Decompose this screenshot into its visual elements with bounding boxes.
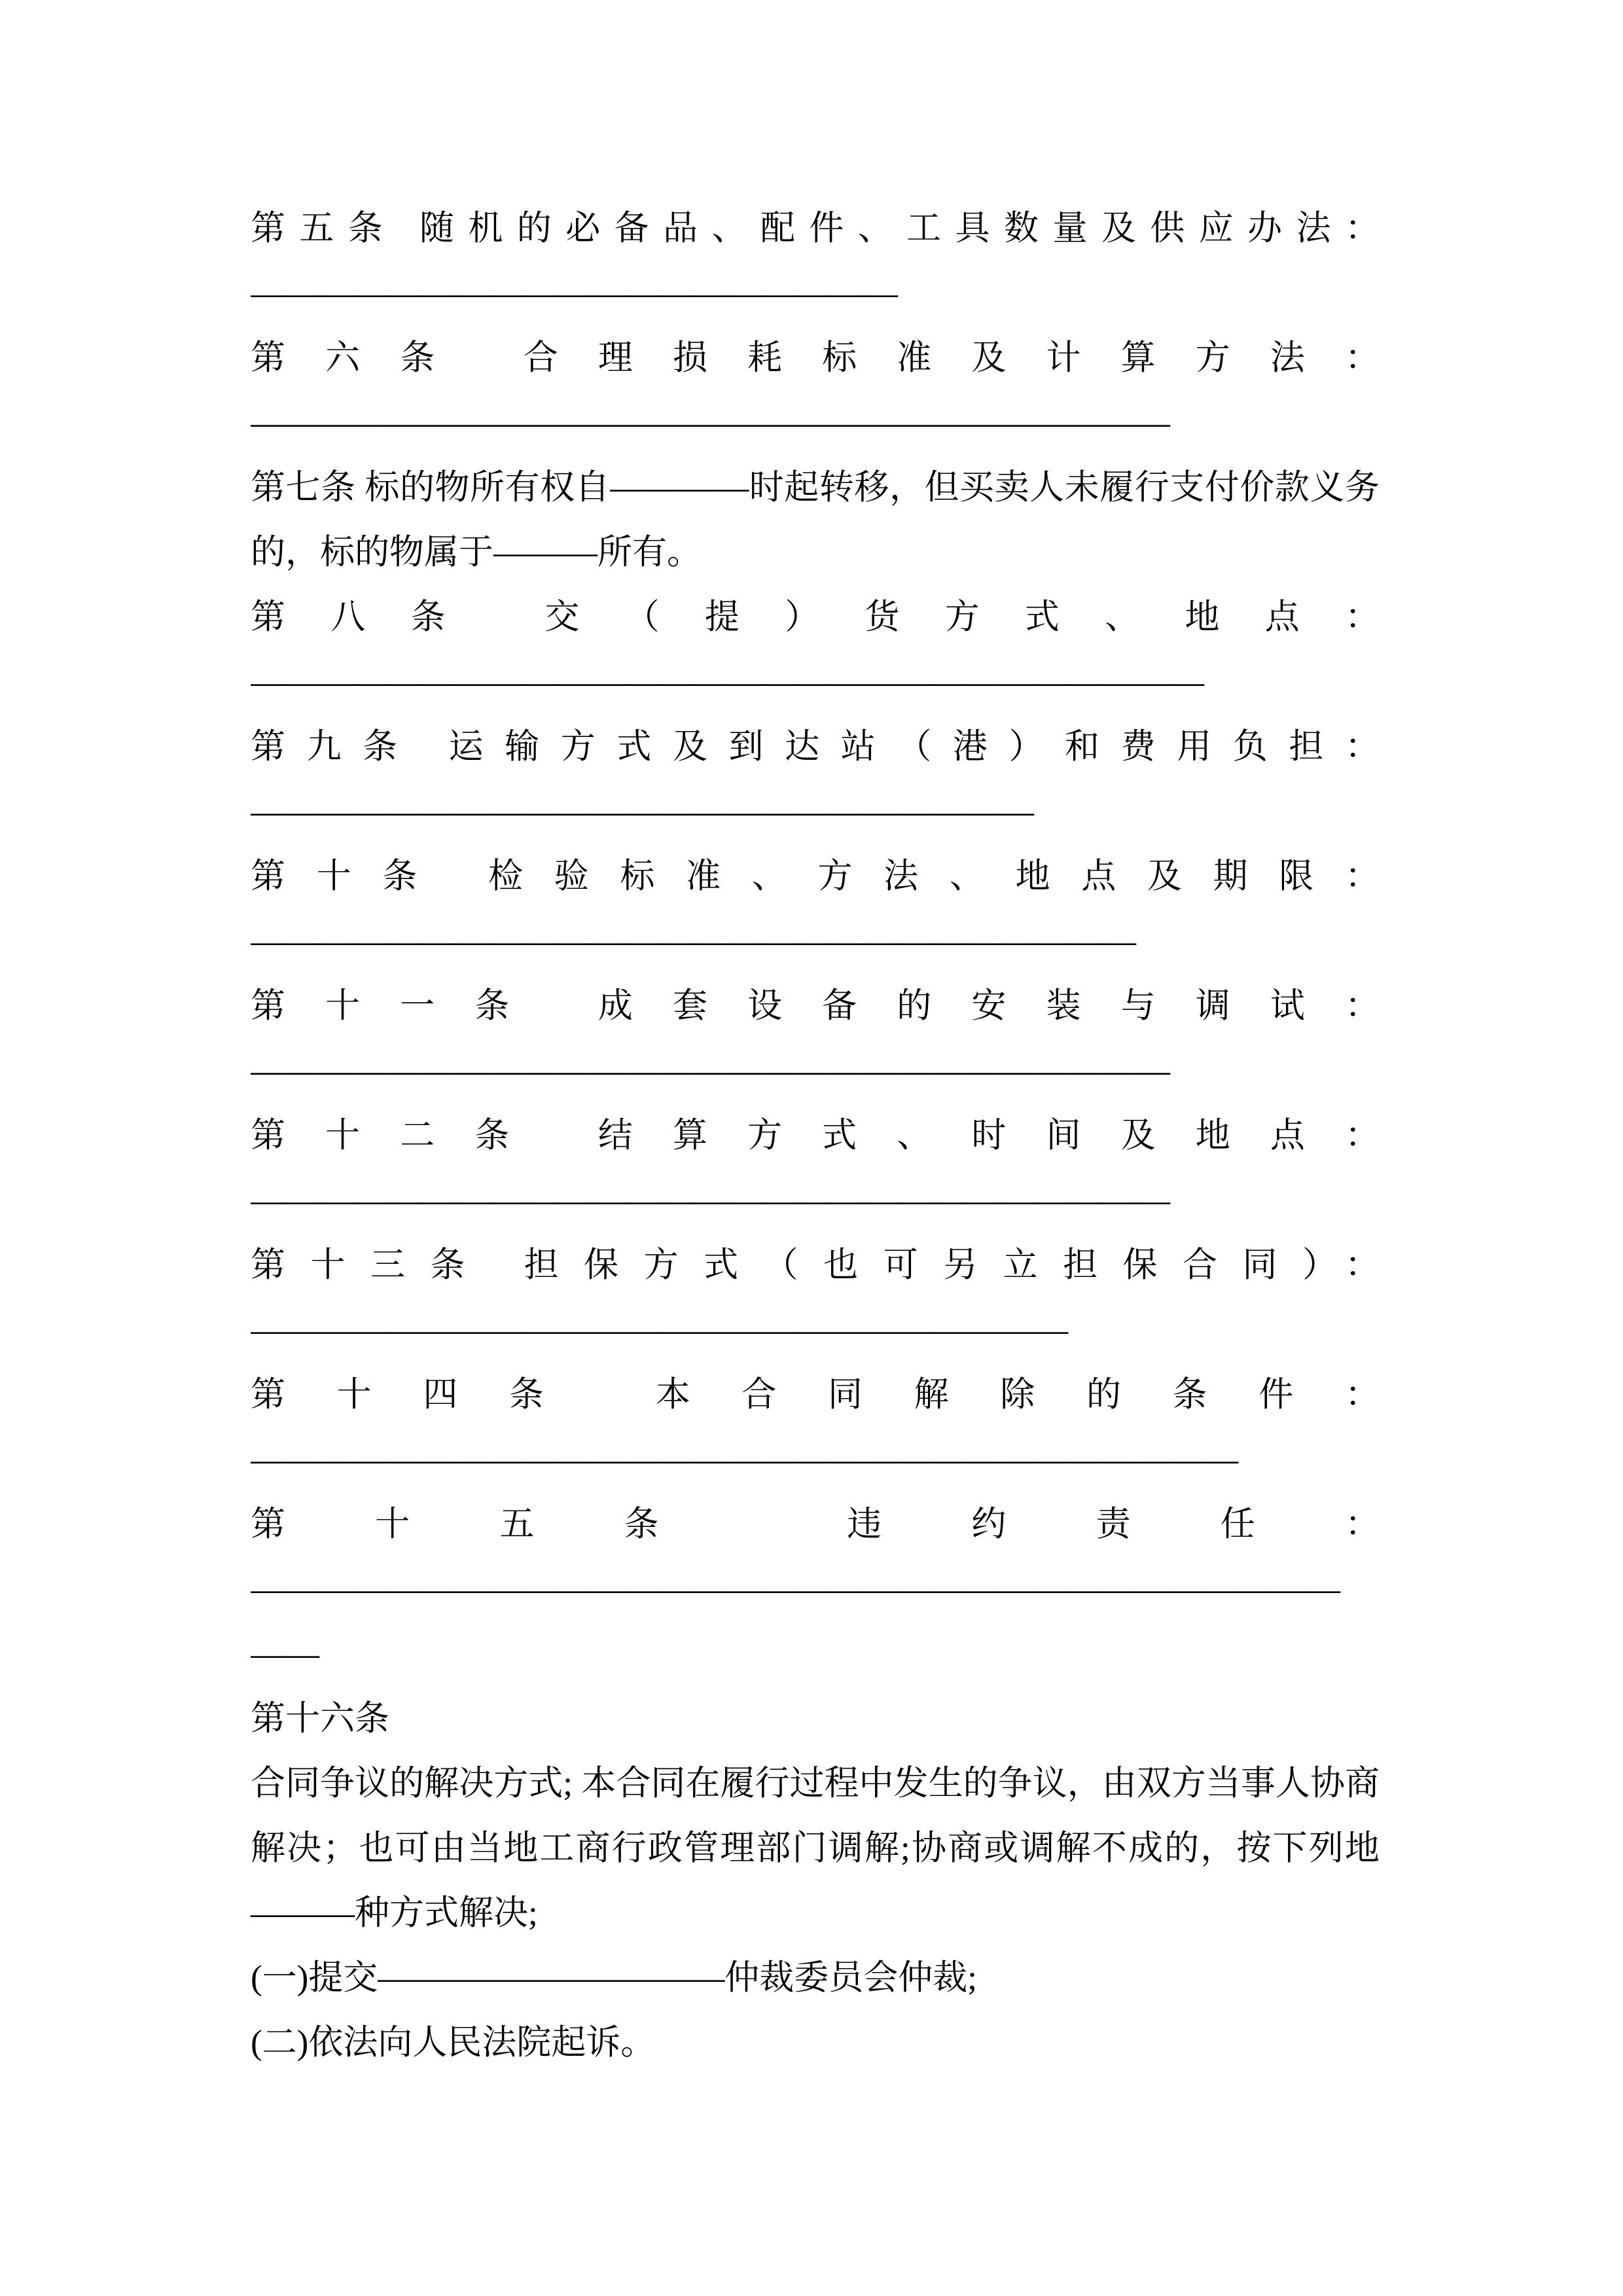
fill-in-blank-line: ——————————————————————— — [251, 793, 1033, 831]
body-paragraph: (二)依法向人民法院起诉。 — [251, 2024, 656, 2062]
clause-heading: 第五条 随机的必备品、配件、工具数量及供应办法： — [251, 209, 1380, 247]
clause-heading: 第十五条 违约责任： — [251, 1505, 1380, 1543]
fill-in-blank-line: ——————————————————————————— — [251, 404, 1169, 442]
fill-in-blank-line: —————————————————————————— — [251, 922, 1135, 960]
clause-heading: 第六条 合理损耗标准及计算方法： — [251, 339, 1380, 377]
clause-heading: 第十三条 担保方式（也可另立担保合同）： — [251, 1246, 1380, 1284]
fill-in-blank-line: ——————————————————————————— — [251, 1052, 1169, 1090]
fill-in-blank-line: ————————————————————————————— — [251, 1441, 1238, 1479]
clause-heading: 第十条 检验标准、方法、地点及期限： — [251, 857, 1380, 895]
body-paragraph: 合同争议的解决方式; 本合同在履行过程中发生的争议，由双方当事人协商解决；也可由当地工商行政管理部门调解;协商或调解不成的，按下列地———种方式解决; — [251, 1765, 1380, 1932]
clause-heading: 第九条 运输方式及到达站（港）和费用负担： — [251, 728, 1380, 766]
fill-in-blank-line: —— — [251, 1635, 319, 1673]
fill-in-blank-line: ——————————————————————————— — [251, 1181, 1169, 1219]
fill-in-blank-line: ———————————————————————— — [251, 1311, 1067, 1349]
clause-heading: 第十二条 结算方式、时间及地点： — [251, 1117, 1380, 1155]
fill-in-blank-line: ———————————————————————————— — [251, 663, 1204, 701]
body-paragraph: (一)提交——————————仲裁委员会仲裁; — [251, 1959, 978, 1997]
clause-heading: 第十一条 成套设备的安装与调试： — [251, 987, 1380, 1025]
body-paragraph: 第十六条 — [251, 1700, 389, 1738]
fill-in-blank-line: ———————————————————————————————— — [251, 1570, 1340, 1608]
clause-heading: 第十四条 本合同解除的条件： — [251, 1376, 1380, 1414]
clause-heading: 第八条 交（提）货方式、地点： — [251, 598, 1380, 636]
fill-in-blank-line: ——————————————————— — [251, 274, 897, 312]
body-paragraph: 第七条 标的物所有权自————时起转移，但买卖人未履行支付价款义务的，标的物属于———所有。 — [251, 469, 1380, 571]
contract-text-block — [251, 196, 1380, 2075]
